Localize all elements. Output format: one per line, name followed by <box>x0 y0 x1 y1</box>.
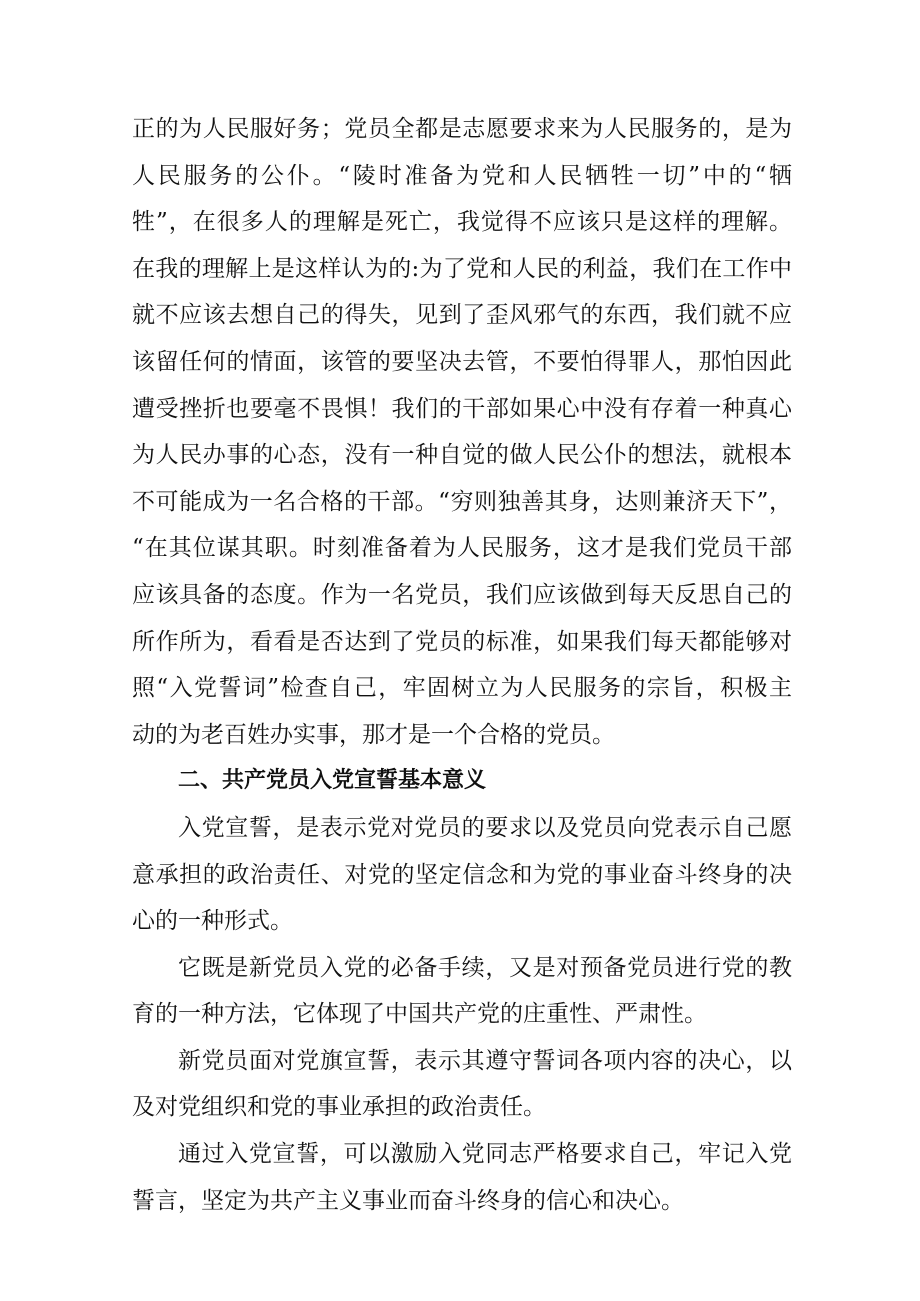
paragraph-3 <box>132 945 792 1038</box>
text-line: 照“入党誓词”检查自己，牢固树立为人民服务的宗旨，积极主 <box>132 675 792 702</box>
text-line: 不可能成为一名合格的干部。“穷则独善其身，达则兼济天下”， <box>132 488 792 515</box>
text-line: 正的为人民服好务；党员全都是志愿要求来为人民服务的，是为 <box>132 116 792 142</box>
text-line: 应该具备的态度。作为一名党员，我们应该做到每天反思自己的 <box>132 581 792 608</box>
paragraph-5 <box>132 1131 792 1224</box>
text-line: 心的一种形式。 <box>132 908 293 935</box>
text-line: 及对党组织和党的事业承担的政治责任。 <box>132 1094 546 1121</box>
text-line: 遭受挫折也要毫不畏惧！我们的干部如果心中没有存着一种真心 <box>132 395 792 422</box>
text-line: 该留任何的情面，该管的要坚决去管，不要怕得罪人，那怕因此 <box>132 348 792 375</box>
document-body <box>132 106 792 1224</box>
paragraph-4 <box>132 1038 792 1131</box>
text-line: 意承担的政治责任、对党的坚定信念和为党的事业奋斗终身的决 <box>132 861 792 888</box>
text-line: 就不应该去想自己的得失，见到了歪风邪气的东西，我们就不应 <box>132 302 792 329</box>
text-line: 新党员面对党旗宣誓，表示其遵守誓词各项内容的决心，以 <box>178 1047 792 1074</box>
text-line: 人民服务的公仆。“陵时准备为党和人民牺牲一切”中的“牺 <box>132 162 792 189</box>
text-line: 所作所为，看看是否达到了党员的标准，如果我们每天都能够对 <box>132 628 792 655</box>
text-line: 通过入党宣誓，可以激励入党同志严格要求自己，牢记入党 <box>178 1141 792 1168</box>
text-line: “在其位谋其职。时刻准备着为人民服务，这才是我们党员干部 <box>132 535 792 562</box>
paragraph-1 <box>132 106 792 758</box>
text-line: 入党宣誓，是表示党对党员的要求以及党员向党表示自己愿 <box>178 814 792 841</box>
section-heading: 二、共产党员入党宣誓基本意义 <box>178 768 487 794</box>
text-line: 牲”，在很多人的理解是死亡，我觉得不应该只是这样的理解。 <box>132 209 792 236</box>
paragraph-2 <box>132 805 792 945</box>
text-line: 它既是新党员入党的必备手续，又是对预备党员进行党的教 <box>178 954 792 981</box>
text-line: 誓言，坚定为共产主义事业而奋斗终身的信心和决心。 <box>132 1187 684 1214</box>
text-line: 在我的理解上是这样认为的:为了党和人民的利益，我们在工作中 <box>132 255 792 282</box>
text-line: 为人民办事的心态，没有一种自觉的做人民公仆的想法，就根本 <box>132 442 792 469</box>
text-line: 育的一种方法，它体现了中国共产党的庄重性、严肃性。 <box>132 1001 707 1028</box>
text-line: 动的为老百姓办实事，那才是一个合格的党员。 <box>132 721 615 748</box>
